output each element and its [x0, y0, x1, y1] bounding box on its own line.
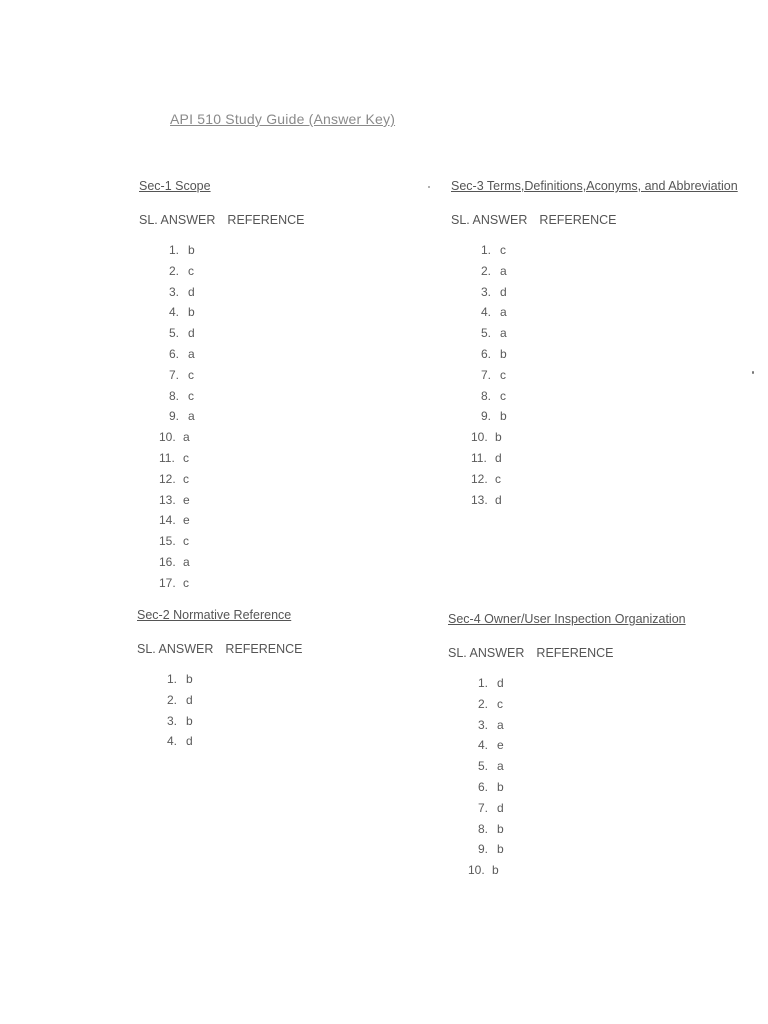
section-normative-reference — [137, 608, 397, 768]
answer-value: b — [188, 305, 195, 320]
answer-item — [471, 472, 507, 493]
answer-number: 8. — [477, 821, 488, 836]
answer-item — [157, 714, 193, 735]
answer-number: 4. — [166, 734, 177, 749]
answer-value: b — [497, 842, 504, 857]
answer-number: 1. — [166, 672, 177, 686]
answer-value: a — [497, 717, 504, 732]
answer-number: 10. — [468, 863, 485, 878]
answer-value: c — [500, 243, 506, 257]
document-title: API 510 Study Guide (Answer Key) — [170, 111, 396, 127]
answer-number: 6. — [477, 779, 488, 794]
answer-value: d — [186, 734, 193, 749]
answer-number: 2. — [477, 696, 488, 711]
section-heading: Sec-3 Terms,Definitions,Aconyms, and Abbreviation — [451, 179, 738, 193]
answer-value: d — [188, 326, 195, 341]
answer-column-label: SL. ANSWER — [137, 642, 214, 656]
answer-number: 2. — [166, 692, 177, 707]
answer-item — [468, 697, 504, 718]
answer-item — [159, 285, 195, 306]
answer-number: 2. — [168, 263, 179, 278]
section-heading: Sec-1 Scope — [139, 179, 211, 193]
answer-item — [468, 718, 504, 739]
answer-item — [159, 305, 195, 326]
answer-value: c — [500, 388, 506, 403]
answer-item — [468, 780, 504, 801]
reference-column-label: REFERENCE — [227, 213, 305, 227]
answer-value: b — [500, 409, 507, 424]
answer-number: 2. — [480, 263, 491, 278]
reference-column-label: REFERENCE — [539, 213, 617, 227]
answer-number: 6. — [168, 346, 179, 361]
answer-item — [159, 368, 195, 389]
answer-value: c — [183, 450, 189, 465]
answer-item — [471, 493, 507, 514]
section-scope — [139, 179, 399, 599]
answer-item — [471, 409, 507, 430]
answer-value: a — [500, 305, 507, 320]
column-header — [137, 642, 303, 656]
answer-number: 8. — [480, 388, 491, 403]
answer-item — [471, 451, 507, 472]
answer-number: 13. — [159, 492, 176, 507]
answer-value: b — [495, 430, 502, 445]
reference-column-label: REFERENCE — [536, 646, 614, 660]
answer-number: 14. — [159, 513, 176, 528]
answer-number: 5. — [168, 326, 179, 341]
answer-item — [471, 305, 507, 326]
answer-number: 9. — [477, 842, 488, 857]
answer-item — [468, 863, 504, 884]
answer-item — [468, 676, 504, 697]
answer-column-label: SL. ANSWER — [139, 213, 216, 227]
answer-number: 16. — [159, 554, 176, 569]
answer-item — [471, 347, 507, 368]
answer-number: 7. — [480, 367, 491, 382]
answer-value: a — [500, 263, 507, 278]
answer-list — [159, 243, 195, 597]
answer-item — [159, 576, 195, 597]
answer-value: e — [183, 492, 190, 507]
answer-item — [159, 264, 195, 285]
answer-number: 8. — [168, 388, 179, 403]
answer-item — [159, 409, 195, 430]
answer-number: 1. — [477, 676, 488, 690]
answer-item — [471, 389, 507, 410]
answer-number: 9. — [168, 409, 179, 424]
answer-item — [159, 534, 195, 555]
answer-item — [471, 326, 507, 347]
answer-item — [471, 430, 507, 451]
answer-value: c — [183, 575, 189, 590]
answer-value: c — [188, 263, 194, 278]
section-terms-definitions — [451, 179, 766, 519]
answer-value: c — [188, 367, 194, 382]
answer-item — [159, 243, 195, 264]
answer-number: 5. — [480, 326, 491, 341]
answer-number: 3. — [166, 713, 177, 728]
answer-number: 3. — [480, 284, 491, 299]
answer-value: d — [500, 284, 507, 299]
answer-column-label: SL. ANSWER — [451, 213, 528, 227]
answer-list — [468, 676, 504, 884]
column-header — [139, 213, 305, 227]
answer-number: 7. — [477, 800, 488, 815]
answer-item — [468, 759, 504, 780]
scan-speck — [428, 186, 430, 188]
answer-number: 10. — [471, 430, 488, 445]
answer-number: 1. — [480, 243, 491, 257]
section-heading: Sec-4 Owner/User Inspection Organization — [448, 612, 686, 626]
answer-item — [468, 801, 504, 822]
answer-list — [157, 672, 193, 755]
column-header — [448, 646, 614, 660]
answer-value: c — [495, 471, 501, 486]
answer-number: 3. — [168, 284, 179, 299]
answer-value: d — [188, 284, 195, 299]
answer-item — [159, 347, 195, 368]
scan-speck — [752, 371, 754, 374]
answer-number: 5. — [477, 759, 488, 774]
section-heading: Sec-2 Normative Reference — [137, 608, 292, 622]
answer-value: b — [186, 713, 193, 728]
answer-value: c — [183, 534, 189, 549]
answer-item — [471, 368, 507, 389]
answer-item — [159, 389, 195, 410]
answer-value: a — [188, 346, 195, 361]
answer-value: d — [495, 450, 502, 465]
answer-value: b — [188, 243, 195, 257]
answer-value: d — [186, 692, 193, 707]
answer-column-label: SL. ANSWER — [448, 646, 525, 660]
answer-item — [468, 738, 504, 759]
answer-value: d — [497, 676, 504, 690]
answer-number: 6. — [480, 346, 491, 361]
answer-item — [159, 493, 195, 514]
answer-value: a — [188, 409, 195, 424]
section-owner-user-inspection — [448, 612, 748, 902]
answer-list — [471, 243, 507, 513]
answer-value: c — [183, 471, 189, 486]
answer-value: d — [497, 800, 504, 815]
answer-value: a — [183, 554, 190, 569]
answer-number: 11. — [159, 450, 175, 465]
answer-item — [157, 734, 193, 755]
answer-value: b — [500, 346, 507, 361]
answer-item — [157, 693, 193, 714]
answer-item — [468, 822, 504, 843]
answer-value: a — [183, 430, 190, 445]
answer-item — [159, 451, 195, 472]
answer-number: 17. — [159, 575, 176, 590]
answer-number: 11. — [471, 450, 487, 465]
answer-number: 10. — [159, 430, 176, 445]
answer-number: 3. — [477, 717, 488, 732]
answer-item — [471, 264, 507, 285]
answer-item — [159, 555, 195, 576]
answer-value: d — [495, 492, 502, 507]
answer-value: c — [497, 696, 503, 711]
answer-item — [159, 430, 195, 451]
answer-number: 9. — [480, 409, 491, 424]
answer-number: 4. — [480, 305, 491, 320]
answer-number: 15. — [159, 534, 176, 549]
answer-value: b — [497, 821, 504, 836]
answer-item — [159, 513, 195, 534]
column-header — [451, 213, 617, 227]
answer-item — [157, 672, 193, 693]
answer-number: 4. — [168, 305, 179, 320]
answer-value: e — [497, 738, 504, 753]
answer-number: 7. — [168, 367, 179, 382]
reference-column-label: REFERENCE — [225, 642, 303, 656]
answer-item — [471, 285, 507, 306]
answer-value: a — [497, 759, 504, 774]
answer-number: 4. — [477, 738, 488, 753]
answer-item — [468, 842, 504, 863]
answer-item — [159, 326, 195, 347]
answer-item — [471, 243, 507, 264]
answer-value: b — [186, 672, 193, 686]
answer-number: 1. — [168, 243, 179, 257]
answer-value: c — [500, 367, 506, 382]
answer-value: e — [183, 513, 190, 528]
answer-value: c — [188, 388, 194, 403]
answer-item — [159, 472, 195, 493]
answer-number: 12. — [471, 471, 488, 486]
answer-number: 13. — [471, 492, 488, 507]
answer-value: b — [497, 779, 504, 794]
answer-number: 12. — [159, 471, 176, 486]
answer-value: a — [500, 326, 507, 341]
answer-value: b — [492, 863, 499, 878]
